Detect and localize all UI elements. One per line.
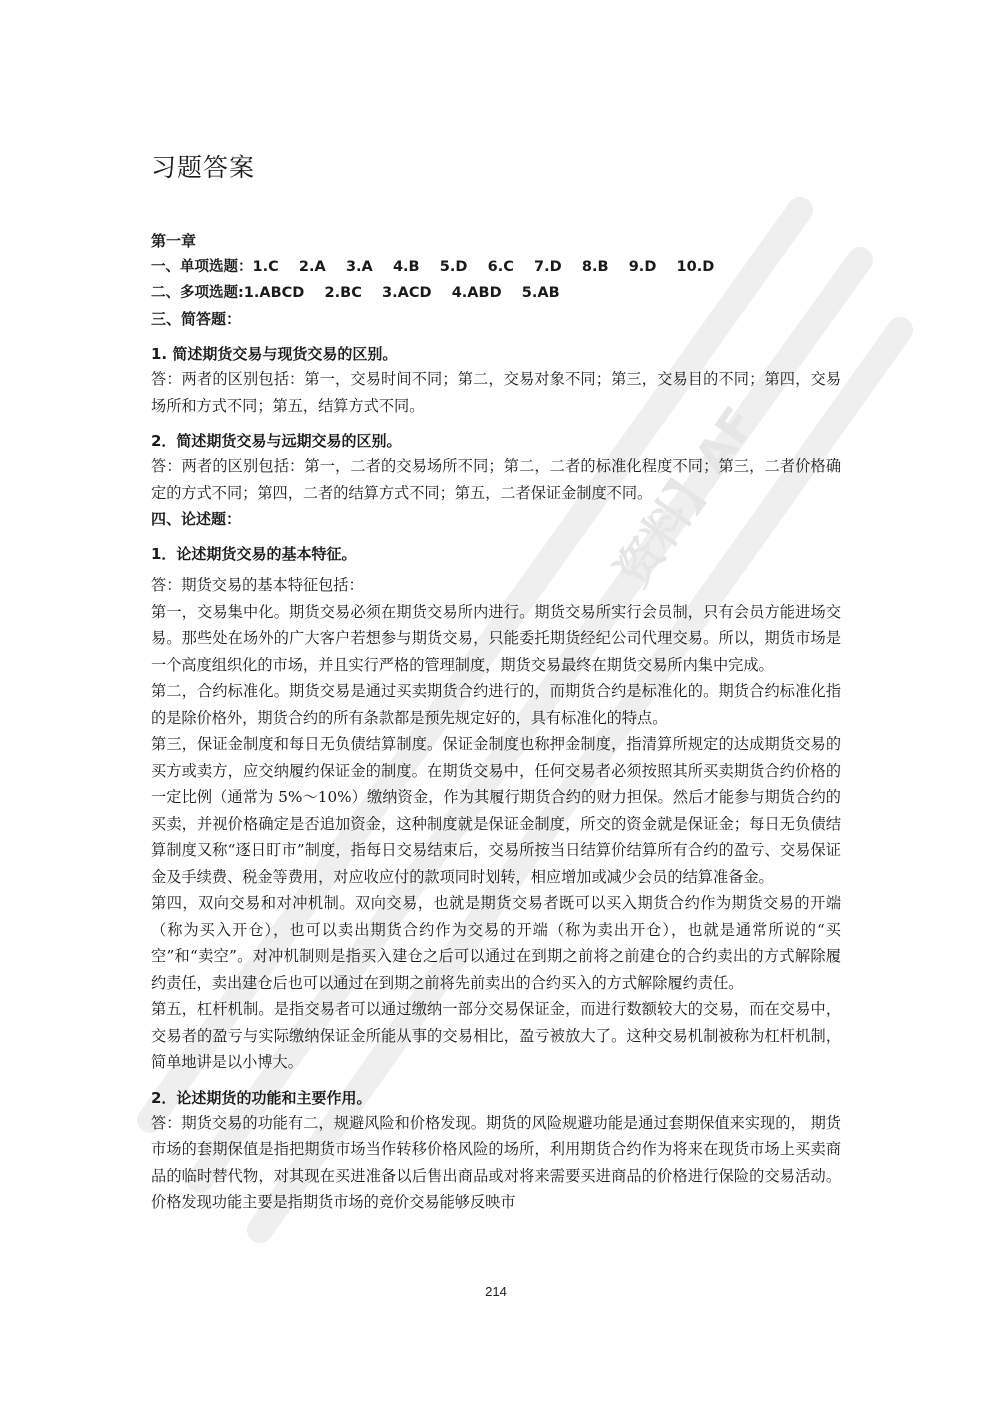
chapter-heading: 第一章 xyxy=(151,232,197,250)
essay-question-1-paragraph: 第二，合约标准化。期货交易是通过买卖期货合约进行的，而期货合约是标准化的。期货合约标准化指的是除价格外，期货合约的所有条款都是预先规定好的，具有标准化的特点。 xyxy=(151,682,841,727)
page-number: 214 xyxy=(485,1284,507,1299)
essay-question-1-paragraph: 第四，双向交易和对冲机制。双向交易，也就是期货交易者既可以买入期货合约作为期货交易的开端（称为买入开仓），也可以卖出期货合约作为交易的开端（称为卖出开仓），也就是通常所说的“买空”和“卖空”。对冲机制则是指买入建仓之后可以通过在到期之前将之前建仓的合约卖出的方式解除履约责任，卖出建仓后也可以通过在到期之前将先前卖出的合约买入的方式解除履约责任。 xyxy=(151,894,841,992)
page-title: 习题答案 xyxy=(151,153,256,182)
watermark-text: 资料】AF xyxy=(604,397,767,597)
short-question-2-title: 2．简述期货交易与远期交易的区别。 xyxy=(151,432,402,450)
essay-heading: 四、论述题： xyxy=(151,510,242,528)
essay-question-1-title: 1．论述期货交易的基本特征。 xyxy=(151,545,357,563)
document-page xyxy=(151,148,841,1216)
essay-question-1-paragraph: 第五，杠杆机制。是指交易者可以通过缴纳一部分交易保证金，而进行数额较大的交易，而在交易中，交易者的盈亏与实际缴纳保证金所能从事的交易相比，盈亏被放大了。这种交易机制被称为杠杆机制，简单地讲是以小博大。 xyxy=(151,1000,841,1071)
essay-question-2-title: 2．论述期货的功能和主要作用。 xyxy=(151,1088,372,1107)
short-question-1-answer: 答：两者的区别包括：第一，交易时间不同；第二，交易对象不同；第三，交易目的不同；第四，交易场所和方式不同；第五，结算方式不同。 xyxy=(151,370,841,415)
essay-question-1-intro: 答：期货交易的基本特征包括： xyxy=(151,576,364,594)
single-choice-answers: 一、单项选题：1.C 2.A 3.A 4.B 5.D 6.C 7.D 8.B 9.D 10.D xyxy=(151,259,715,275)
short-answer-heading: 三、简答题： xyxy=(151,310,242,328)
essay-question-1-paragraph: 第一，交易集中化。期货交易必须在期货交易所内进行。期货交易所实行会员制，只有会员方能进场交易。那些处在场外的广大客户若想参与期货交易，只能委托期货经纪公司代理交易。所以，期货市场是一个高度组织化的市场，并且实行严格的管理制度，期货交易最终在期货交易所内集中完成。 xyxy=(151,602,841,674)
short-question-1-title: 1. 简述期货交易与现货交易的区别。 xyxy=(151,345,398,363)
essay-question-2-answer: 答：期货交易的功能有二，规避风险和价格发现。期货的风险规避功能是通过套期保值来实现的， 期货市场的套期保值是指把期货市场当作转移价格风险的场所，利用期货合约作为将来在现货市场上买卖商品的临时替代物，对其现在买进准备以后售出商品或对将来需要买进商品的价格进行保险的交易活动。价格发现功能主要是指期货市场的竞价交易能够反映市 xyxy=(151,1113,841,1211)
multi-choice-answers: 二、多项选题:1.ABCD 2.BC 3.ACD 4.ABD 5.AB xyxy=(151,285,560,301)
short-question-2-answer: 答：两者的区别包括：第一，二者的交易场所不同；第二，二者的标准化程度不同；第三，二者价格确定的方式不同；第四，二者的结算方式不同；第五，二者保证金制度不同。 xyxy=(151,457,841,502)
essay-question-1-paragraph: 第三，保证金制度和每日无负债结算制度。保证金制度也称押金制度，指清算所规定的达成期货交易的买方或卖方，应交纳履约保证金的制度。在期货交易中，任何交易者必须按照其所买卖期货合约价格的一定比例（通常为 5%～10%）缴纳资金，作为其履行期货合约的财力担保。然后才能参与期货合约的买卖，并视价格确定是否追加资金，这种制度就是保证金制度，所交的资金就是保证金；每日无负债结算制度又称“逐日盯市”制度，指每日交易结束后，交易所按当日结算价结算所有合约的盈亏、交易保证金及手续费、税金等费用，对应收应付的款项同时划转，相应增加或减少会员的结算准备金。 xyxy=(151,735,841,886)
